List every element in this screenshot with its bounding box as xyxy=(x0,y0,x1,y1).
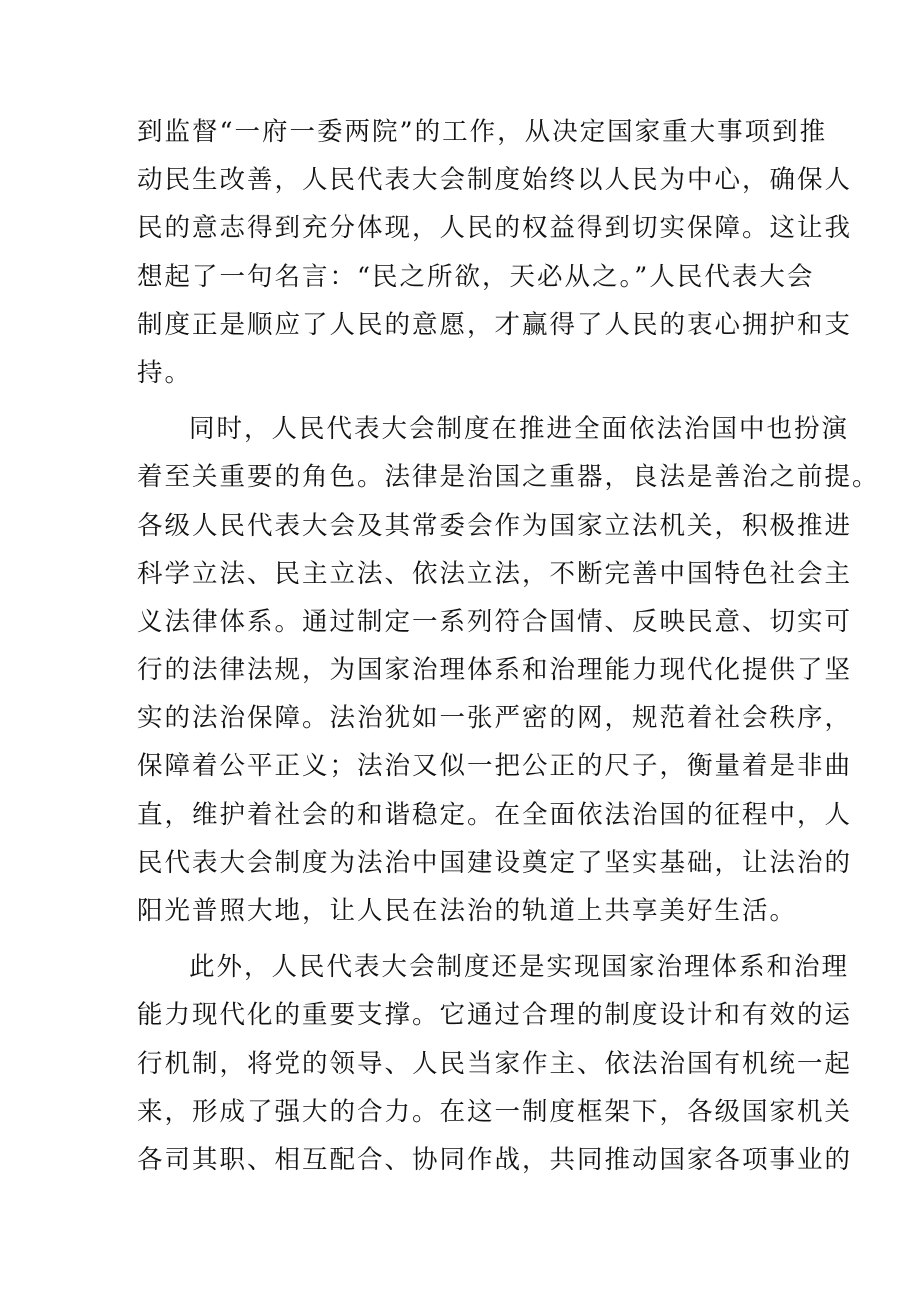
text-line: 义法律体系。通过制定一系列符合国情、反映民意、切实可 xyxy=(137,606,853,637)
text-line: 直，维护着社会的和谐稳定。在全面依法治国的征程中，人 xyxy=(137,799,853,830)
paragraph-2 xyxy=(137,405,880,935)
paragraph-1 xyxy=(137,108,853,397)
text-line: 来，形成了强大的合力。在这一制度框架下，各级国家机关 xyxy=(137,1096,853,1127)
body-text xyxy=(137,108,880,1184)
paragraph-spacer xyxy=(137,397,797,405)
text-line: 行的法律法规，为国家治理体系和治理能力现代化提供了坚 xyxy=(137,655,853,686)
text-line: 持。 xyxy=(137,357,193,388)
text-line: 同时，人民代表大会制度在推进全面依法治国中也扮演 xyxy=(189,414,850,445)
text-line: 民的意志得到充分体现，人民的权益得到切实保障。这让我 xyxy=(137,213,853,244)
text-line: 行机制，将党的领导、人民当家作主、依法治国有机统一起 xyxy=(137,1048,853,1079)
text-line: 各级人民代表大会及其常委会作为国家立法机关，积极推进 xyxy=(137,510,853,541)
text-line: 科学立法、民主立法、依法立法，不断完善中国特色社会主 xyxy=(137,558,853,589)
text-line: 想起了一句名言：“民之所欲，天必从之。”人民代表大会 xyxy=(137,261,815,292)
text-line: 能力现代化的重要支撑。它通过合理的制度设计和有效的运 xyxy=(137,1000,853,1031)
text-line: 保障着公平正义；法治又似一把公正的尺子，衡量着是非曲 xyxy=(137,751,853,782)
text-line: 制度正是顺应了人民的意愿，才赢得了人民的衷心拥护和支 xyxy=(137,309,853,340)
paragraph-spacer xyxy=(137,935,797,943)
text-line: 动民生改善，人民代表大会制度始终以人民为中心，确保人 xyxy=(137,165,853,196)
text-line: 各司其职、相互配合、协同作战，共同推动国家各项事业的 xyxy=(137,1144,853,1175)
text-line: 民代表大会制度为法治中国建设奠定了坚实基础，让法治的 xyxy=(137,847,853,878)
text-line: 阳光普照大地，让人民在法治的轨道上共享美好生活。 xyxy=(137,896,798,926)
text-line: 此外，人民代表大会制度还是实现国家治理体系和治理 xyxy=(189,952,850,983)
text-line: 着至关重要的角色。法律是治国之重器，良法是善治之前提。 xyxy=(137,462,880,493)
text-line: 到监督“一府一委两院”的工作，从决定国家重大事项到推 xyxy=(137,117,828,147)
paragraph-3 xyxy=(137,943,853,1184)
text-line: 实的法治保障。法治犹如一张严密的网，规范着社会秩序， xyxy=(137,703,853,734)
